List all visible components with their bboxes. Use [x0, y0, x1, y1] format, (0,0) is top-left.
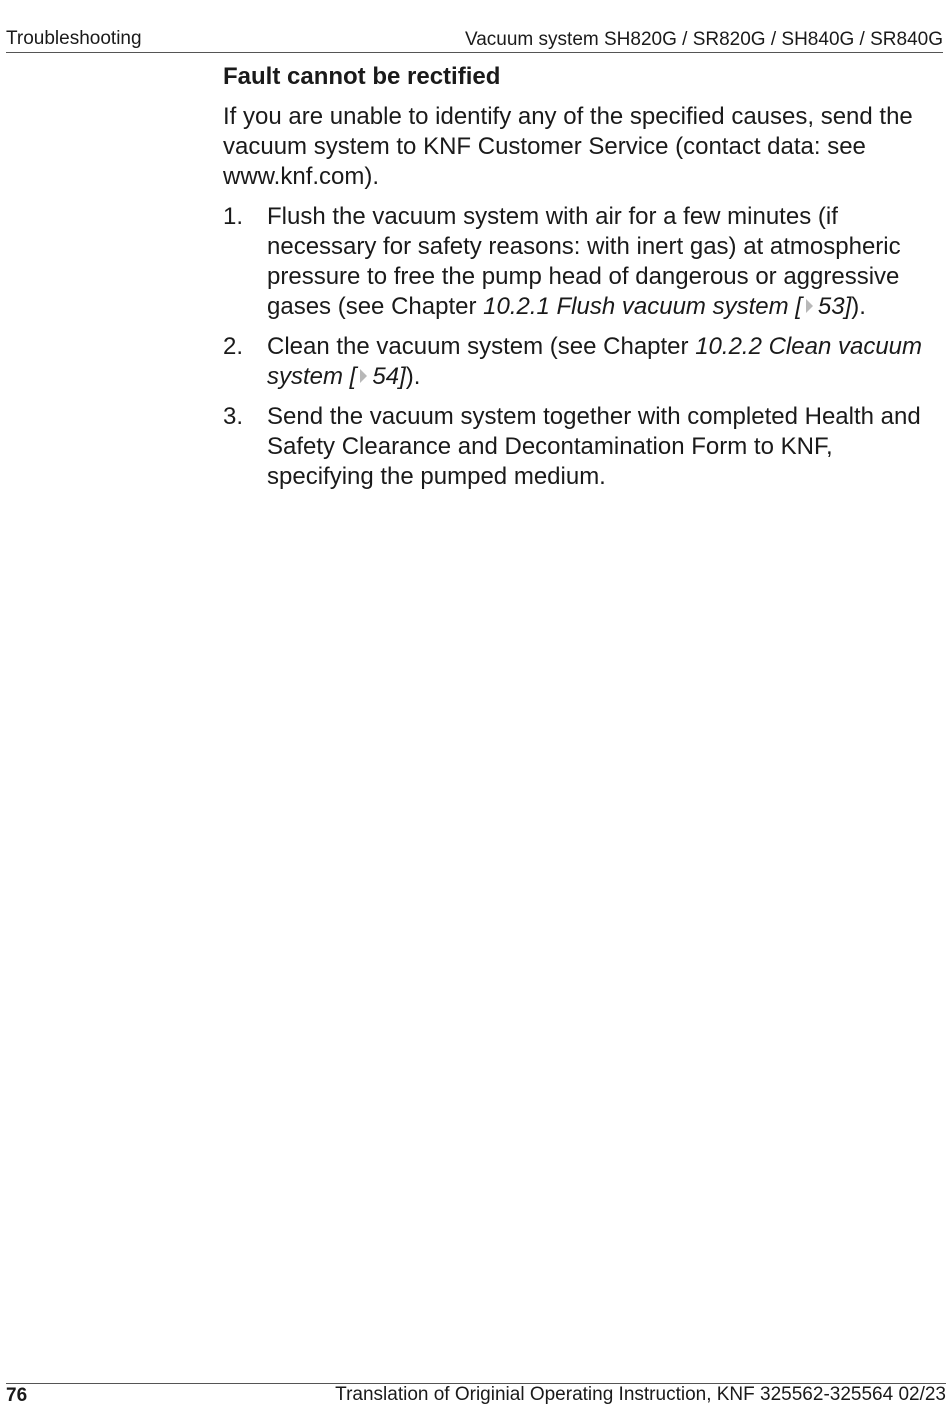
step-1: [223, 202, 935, 322]
reference-page: 53]: [817, 293, 852, 320]
step-text-end: ).: [405, 363, 421, 390]
page-arrow-icon: [806, 299, 813, 313]
step-text: Send the vacuum system together with completed Health and Safety Clearance and Decontamination Form to KNF, specifying the pumped medium.: [267, 403, 921, 490]
step-number: 1.: [223, 203, 244, 230]
step-2: [223, 332, 935, 392]
step-text-end: ).: [851, 293, 866, 320]
main-content: [223, 62, 935, 502]
page-arrow-icon: [360, 369, 367, 383]
reference-page: 54]: [372, 363, 406, 390]
intro-paragraph: If you are unable to identify any of the specified causes, send the vacuum system to KNF Customer Service (contact data: see www.knf.com).: [223, 103, 913, 190]
reference-title: 10.2.1 Flush vacuum system [: [483, 293, 802, 320]
reference-title: 10.2.2 Clean vacuum system [: [267, 333, 923, 390]
step-number: 3.: [223, 403, 244, 430]
step-number: 2.: [223, 333, 244, 360]
step-text: Flush the vacuum system with air for a few minutes (if necessary for safety reasons: with inert gas) at atmospheric pressure to free the pump head of dangerous or aggressive gases (see Chapter: [267, 203, 901, 320]
header-product-title: Vacuum system SH820G / SR820G / SH840G / SR840G: [464, 29, 943, 50]
section-heading: Fault cannot be rectified: [223, 63, 501, 90]
step-3: [223, 402, 935, 492]
chapter-reference-link[interactable]: [483, 293, 851, 320]
page-footer: [6, 1383, 946, 1408]
step-text: Clean the vacuum system (see Chapter: [267, 333, 696, 360]
page-header: [6, 26, 943, 53]
page-number: 76: [6, 1385, 28, 1406]
header-section-title: Troubleshooting: [6, 28, 142, 49]
step-list: [223, 202, 935, 492]
footer-document-title: Translation of Originial Operating Instruction, KNF 325562-325564 02/23: [335, 1384, 946, 1405]
